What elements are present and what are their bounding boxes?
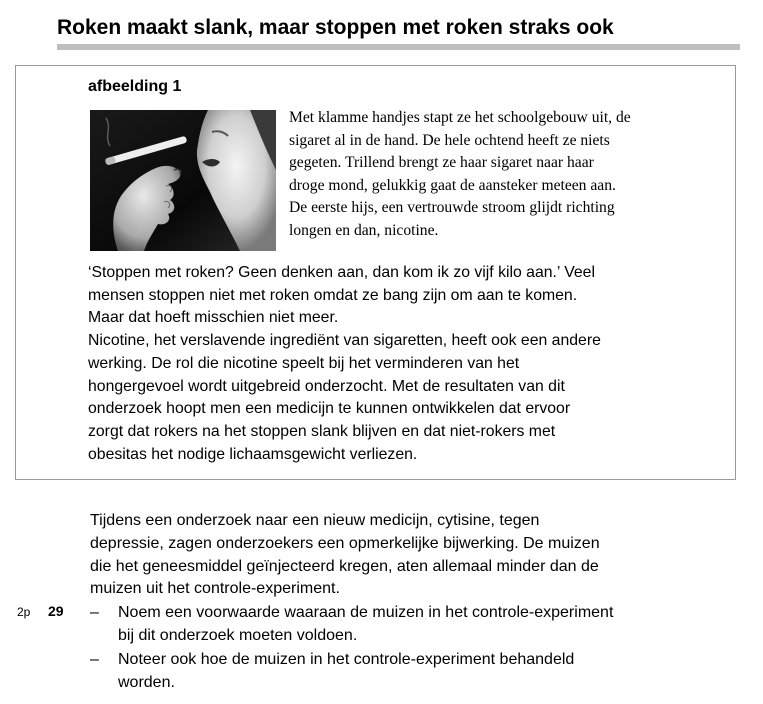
figure-label: afbeelding 1 bbox=[88, 78, 182, 95]
caption-line: longen en dan, nicotine. bbox=[289, 221, 439, 239]
intro-line: Tijdens een onderzoek naar een nieuw medicijn, cytisine, tegen bbox=[90, 512, 540, 529]
caption-line: Met klamme handjes stapt ze het schoolgebouw uit, de bbox=[289, 109, 631, 126]
intro-line: muizen uit het controle-experiment. bbox=[90, 580, 340, 598]
article-line: ‘Stoppen met roken? Geen denken aan, dan kom ik zo vijf kilo aan.’ Veel bbox=[88, 264, 595, 281]
item-dash: – bbox=[90, 651, 99, 668]
intro-line: die het geneesmiddel geïnjecteerd kregen, aten allemaal minder dan de bbox=[90, 557, 599, 575]
question-points: 2p bbox=[17, 605, 31, 619]
caption-line: gegeten. Trillend brengt ze haar sigaret naar haar bbox=[289, 154, 594, 171]
item-line: worden. bbox=[118, 673, 175, 691]
caption-line: droge mond, gelukkig gaat de aansteker meteen aan. bbox=[289, 176, 616, 194]
text-box bbox=[15, 65, 736, 480]
article-line: mensen stoppen niet met roken omdat ze bang zijn om aan te komen. bbox=[88, 286, 578, 304]
article-line: Nicotine, het verslavende ingrediënt van sigaretten, heeft ook een andere bbox=[88, 332, 601, 350]
caption-line: De eerste hijs, een vertrouwde stroom glijdt richting bbox=[289, 199, 615, 216]
article-line: zorgt dat rokers na het stoppen slank blijven en dat niet-rokers met bbox=[88, 422, 556, 440]
figure-caption bbox=[289, 107, 709, 242]
article-line: Maar dat hoeft misschien niet meer. bbox=[88, 309, 339, 327]
item-line: Noteer ook hoe de muizen in het controle-experiment behandeld bbox=[118, 651, 575, 668]
article-line: werking. De rol die nicotine speelt bij het verminderen van het bbox=[88, 354, 520, 372]
article-text bbox=[88, 262, 728, 466]
item-line: bij dit onderzoek moeten voldoen. bbox=[118, 626, 358, 644]
item-line: Noem een voorwaarde waaraan de muizen in het controle-experiment bbox=[118, 604, 614, 621]
intro-line: depressie, zagen onderzoekers een opmerkelijke bijwerking. De muizen bbox=[90, 534, 600, 552]
caption-line: sigaret al in de hand. De hele ochtend heeft ze niets bbox=[289, 131, 610, 149]
article-line: onderzoek hoopt men een medicijn te kunnen ontwikkelen dat ervoor bbox=[88, 400, 571, 418]
article-line: obesitas het nodige lichaamsgewicht verliezen. bbox=[88, 445, 418, 463]
question-number: 29 bbox=[48, 603, 64, 619]
title-underline bbox=[57, 44, 740, 50]
woman-smoking-photo bbox=[90, 110, 276, 251]
page-title: Roken maakt slank, maar stoppen met roken straks ook bbox=[57, 16, 614, 39]
article-line: hongergevoel wordt uitgebreid onderzocht. Met de resultaten van dit bbox=[88, 377, 565, 395]
item-dash: – bbox=[90, 604, 99, 621]
question-intro bbox=[90, 510, 730, 601]
